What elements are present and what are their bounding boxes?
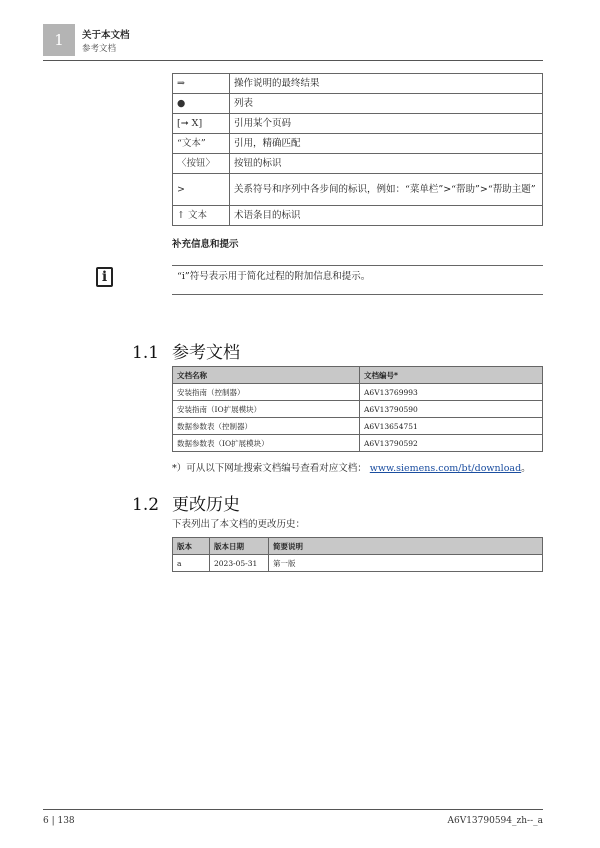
doc-name-cell: 安装指南（IO扩展模块） bbox=[173, 401, 360, 418]
section-heading-1-2 bbox=[132, 490, 240, 515]
page-number: 6 | 138 bbox=[43, 816, 75, 826]
doc-name-cell: 数据参数表（IO扩展模块） bbox=[173, 435, 360, 452]
info-divider-top bbox=[172, 265, 543, 266]
date-cell: 2023-05-31 bbox=[210, 555, 269, 572]
supplement-title: 补充信息和提示 bbox=[172, 239, 239, 250]
footnote-text: *）可从以下网址搜索文档编号查看对应文档： bbox=[172, 463, 367, 474]
column-header: 文档编号* bbox=[360, 367, 543, 384]
legend-symbol: “文本” bbox=[173, 134, 230, 154]
doc-number-cell: A6V13790592 bbox=[360, 435, 543, 452]
document-id: A6V13790594_zh--_a bbox=[447, 816, 543, 826]
table-header-row bbox=[173, 538, 543, 555]
doc-name-cell: 安装指南（控制器） bbox=[173, 384, 360, 401]
footnote-end: 。 bbox=[521, 463, 531, 474]
doc-number-cell: A6V13769993 bbox=[360, 384, 543, 401]
table-row bbox=[173, 401, 543, 418]
section-heading-text: 更改历史 bbox=[172, 495, 240, 515]
info-icon-letter: i bbox=[101, 269, 108, 285]
legend-desc: 列表 bbox=[230, 94, 543, 114]
legend-desc: 术语条目的标识 bbox=[230, 206, 543, 226]
section-heading-text: 参考文档 bbox=[172, 343, 240, 363]
doc-number-cell: A6V13654751 bbox=[360, 418, 543, 435]
legend-desc: 关系符号和序列中各步间的标识，例如：“菜单栏”>“帮助”>“帮助主题” bbox=[230, 174, 543, 206]
download-link[interactable]: www.siemens.com/bt/download bbox=[369, 463, 522, 474]
footer-divider bbox=[43, 809, 543, 810]
legend-symbol: > bbox=[173, 174, 230, 206]
chapter-title: 关于本文档 bbox=[82, 30, 130, 41]
reference-documents-table bbox=[172, 366, 543, 452]
section-title: 参考文档 bbox=[82, 44, 117, 54]
legend-symbol: ↑ 文本 bbox=[173, 206, 230, 226]
legend-symbol: [➞ X] bbox=[173, 114, 230, 134]
description-cell: 第一版 bbox=[269, 555, 543, 572]
legend-symbol: 〈按钮〉 bbox=[173, 154, 230, 174]
doc-number-cell: A6V13790590 bbox=[360, 401, 543, 418]
header-divider bbox=[43, 60, 543, 61]
legend-desc: 操作说明的最终结果 bbox=[230, 74, 543, 94]
history-intro: 下表列出了本文档的更改历史： bbox=[172, 519, 306, 530]
version-cell: a bbox=[173, 555, 210, 572]
column-header: 版本日期 bbox=[210, 538, 269, 555]
table-row bbox=[173, 114, 543, 134]
table-row bbox=[173, 174, 543, 206]
table-row bbox=[173, 74, 543, 94]
legend-desc: 引用，精确匹配 bbox=[230, 134, 543, 154]
table-header-row bbox=[173, 367, 543, 384]
section-heading-1-1 bbox=[132, 338, 240, 363]
chapter-number-box bbox=[43, 24, 75, 56]
change-history-table bbox=[172, 537, 543, 572]
chapter-number: 1 bbox=[54, 31, 64, 49]
table-row bbox=[173, 94, 543, 114]
section-number: 1.2 bbox=[132, 495, 160, 515]
info-divider-bottom bbox=[172, 294, 543, 295]
footnote bbox=[172, 460, 531, 474]
table-row bbox=[173, 384, 543, 401]
section-number: 1.1 bbox=[132, 343, 160, 363]
legend-symbol: ⇒ bbox=[173, 74, 230, 94]
table-row bbox=[173, 134, 543, 154]
legend-desc: 引用某个页码 bbox=[230, 114, 543, 134]
doc-name-cell: 数据参数表（控制器） bbox=[173, 418, 360, 435]
table-row bbox=[173, 555, 543, 572]
table-row bbox=[173, 418, 543, 435]
legend-desc: 按钮的标识 bbox=[230, 154, 543, 174]
symbol-legend-table bbox=[172, 73, 543, 226]
table-row bbox=[173, 435, 543, 452]
table-row bbox=[173, 206, 543, 226]
legend-symbol: ● bbox=[173, 94, 230, 114]
table-row bbox=[173, 154, 543, 174]
info-text: “i”符号表示用于简化过程的附加信息和提示。 bbox=[177, 271, 371, 282]
info-icon bbox=[96, 267, 113, 287]
column-header: 版本 bbox=[173, 538, 210, 555]
column-header: 简要说明 bbox=[269, 538, 543, 555]
column-header: 文档名称 bbox=[173, 367, 360, 384]
